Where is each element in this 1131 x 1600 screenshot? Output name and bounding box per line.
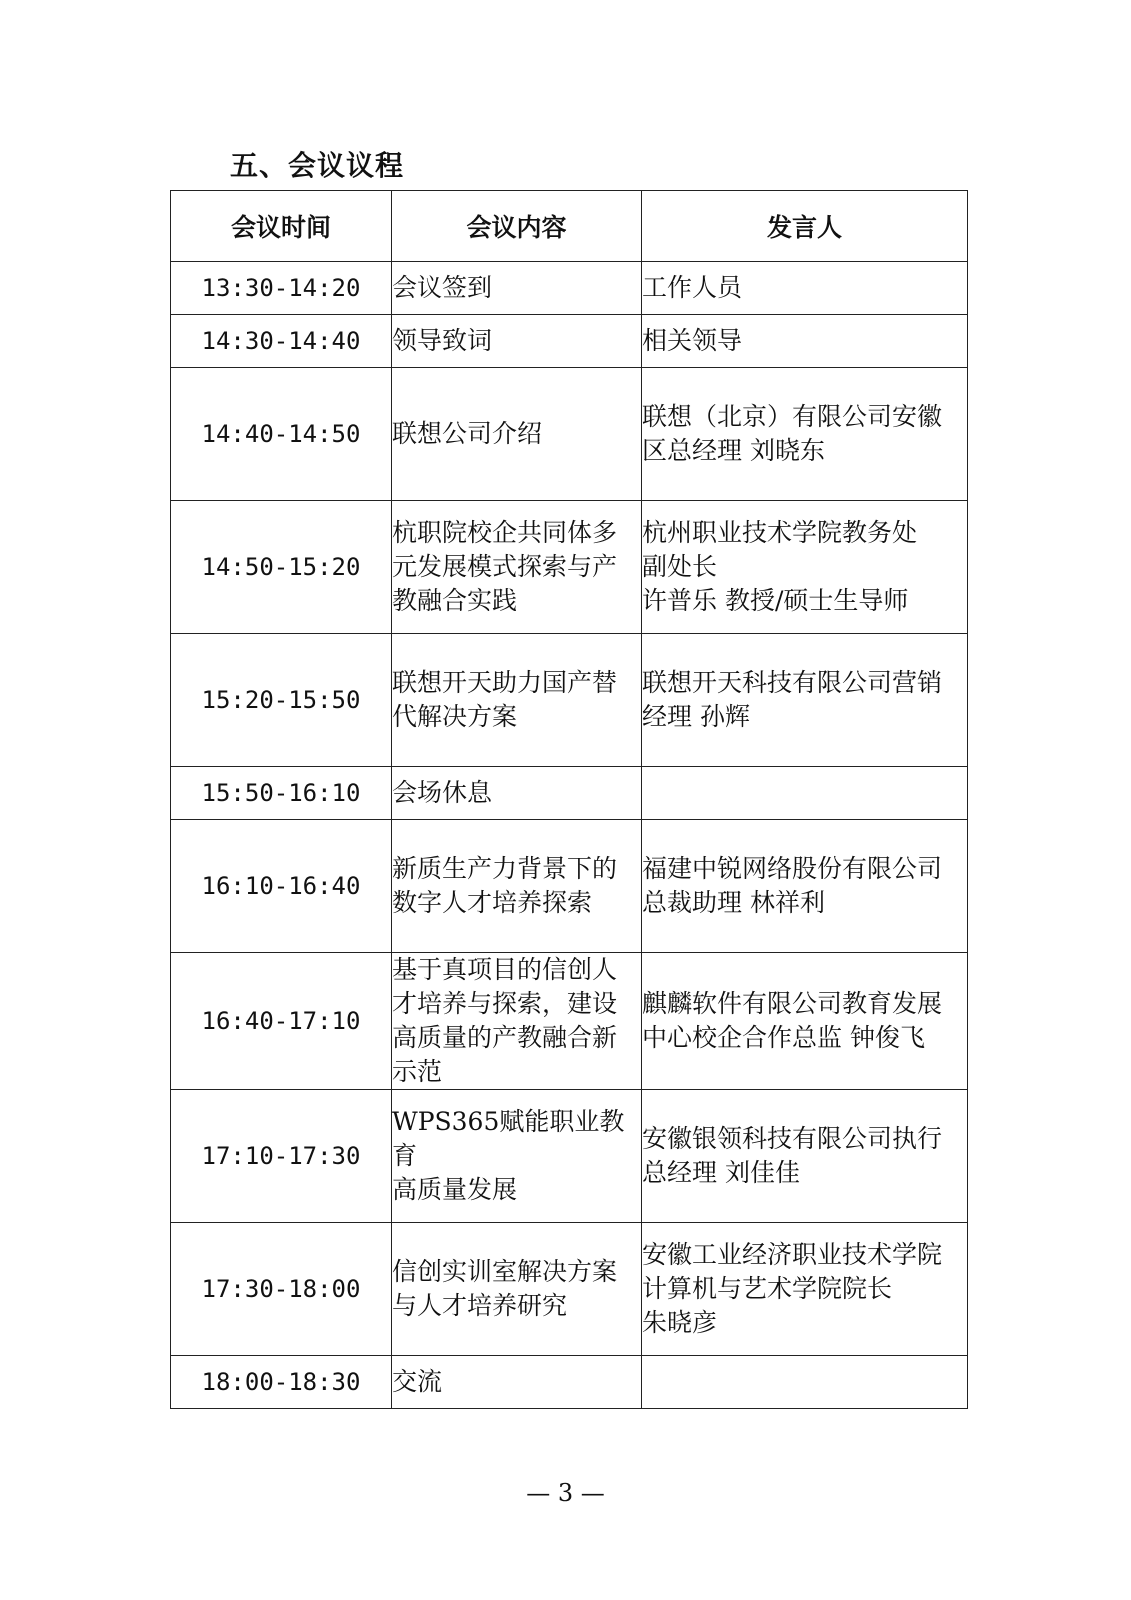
- header-speaker: 发言人: [642, 191, 968, 262]
- table-row: [171, 953, 968, 1090]
- row-speaker: 相关领导: [642, 315, 968, 368]
- header-time: 会议时间: [171, 191, 392, 262]
- table-row: [171, 1090, 968, 1223]
- table-row: [171, 262, 968, 315]
- table-row: [171, 767, 968, 820]
- table-row: [171, 820, 968, 953]
- agenda-table: [170, 190, 968, 1409]
- row-time: 14:50-15:20: [171, 501, 392, 634]
- row-content: 领导致词: [392, 315, 642, 368]
- row-content: 基于真项目的信创人 才培养与探索，建设 高质量的产教融合新 示范: [392, 953, 642, 1090]
- row-time: 16:10-16:40: [171, 820, 392, 953]
- page-number: — 3 —: [526, 1479, 605, 1507]
- row-content: 联想公司介绍: [392, 368, 642, 501]
- table-row: [171, 368, 968, 501]
- row-speaker: 工作人员: [642, 262, 968, 315]
- row-content: WPS365赋能职业教育 高质量发展: [392, 1090, 642, 1223]
- row-content: 交流: [392, 1356, 642, 1409]
- row-time: 15:20-15:50: [171, 634, 392, 767]
- row-speaker: 安徽银领科技有限公司执行 总经理 刘佳佳: [642, 1090, 968, 1223]
- table-row: [171, 634, 968, 767]
- row-content: 会场休息: [392, 767, 642, 820]
- row-time: 18:00-18:30: [171, 1356, 392, 1409]
- row-speaker: 杭州职业技术学院教务处 副处长 许普乐 教授/硕士生导师: [642, 501, 968, 634]
- table-row: [171, 1223, 968, 1356]
- header-content: 会议内容: [392, 191, 642, 262]
- table-row: [171, 501, 968, 634]
- row-speaker: 联想开天科技有限公司营销 经理 孙辉: [642, 634, 968, 767]
- row-speaker: 安徽工业经济职业技术学院 计算机与艺术学院院长 朱晓彦: [642, 1223, 968, 1356]
- row-speaker: 福建中锐网络股份有限公司 总裁助理 林祥利: [642, 820, 968, 953]
- row-time: 16:40-17:10: [171, 953, 392, 1090]
- row-speaker: 麒麟软件有限公司教育发展 中心校企合作总监 钟俊飞: [642, 953, 968, 1090]
- section-title: 五、会议议程: [230, 149, 405, 182]
- row-content: 新质生产力背景下的 数字人才培养探索: [392, 820, 642, 953]
- row-time: 14:30-14:40: [171, 315, 392, 368]
- row-time: 13:30-14:20: [171, 262, 392, 315]
- row-time: 15:50-16:10: [171, 767, 392, 820]
- row-time: 14:40-14:50: [171, 368, 392, 501]
- row-time: 17:10-17:30: [171, 1090, 392, 1223]
- table-header-row: [171, 191, 968, 262]
- row-content: 联想开天助力国产替 代解决方案: [392, 634, 642, 767]
- row-content: 信创实训室解决方案 与人才培养研究: [392, 1223, 642, 1356]
- row-speaker: [642, 1356, 968, 1409]
- table-row: [171, 315, 968, 368]
- row-speaker: [642, 767, 968, 820]
- row-content: 会议签到: [392, 262, 642, 315]
- row-time: 17:30-18:00: [171, 1223, 392, 1356]
- row-content: 杭职院校企共同体多 元发展模式探索与产 教融合实践: [392, 501, 642, 634]
- table-row: [171, 1356, 968, 1409]
- row-speaker: 联想（北京）有限公司安徽 区总经理 刘晓东: [642, 368, 968, 501]
